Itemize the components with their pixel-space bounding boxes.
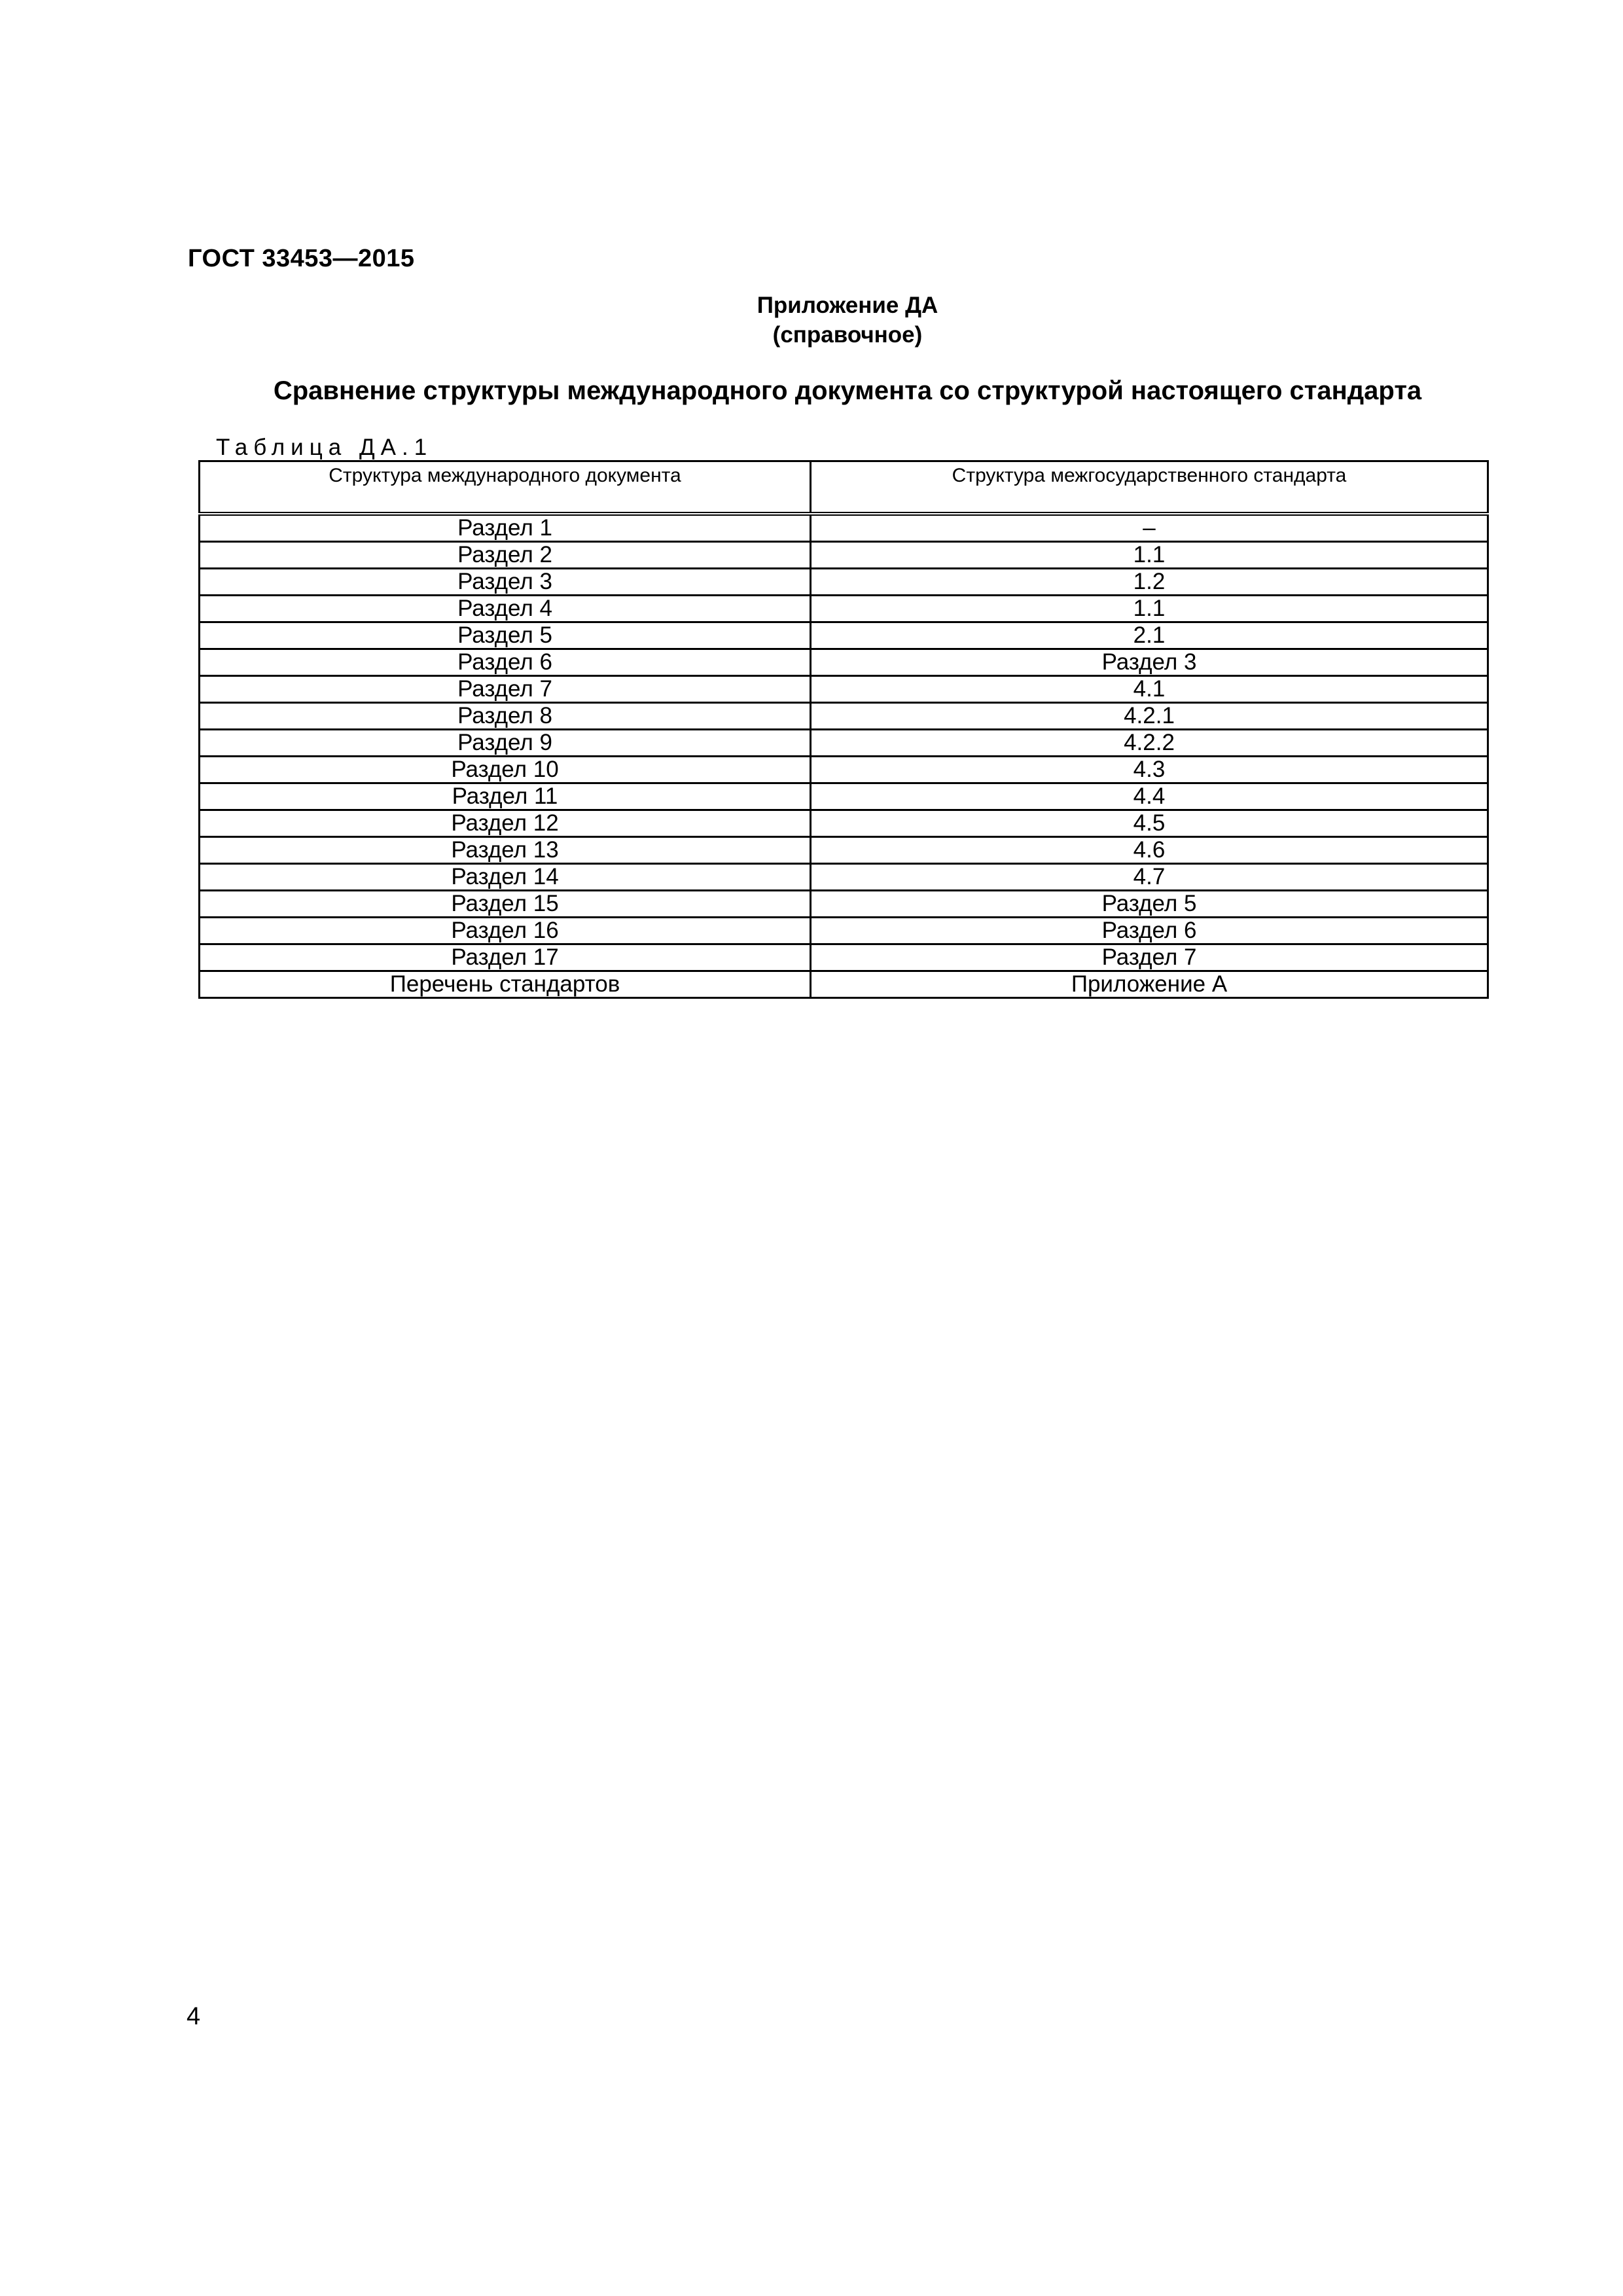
table-caption: Таблица ДА.1	[216, 435, 433, 460]
international-section-cell: Раздел 3	[200, 569, 811, 596]
table-row	[200, 514, 1488, 542]
table-row	[200, 918, 1488, 944]
interstate-section-cell: Раздел 6	[811, 918, 1488, 944]
international-section-cell: Раздел 10	[200, 757, 811, 783]
table-row	[200, 676, 1488, 703]
table-body	[200, 514, 1488, 998]
header-interstate-structure: Структура межгосударственного стандарта	[811, 461, 1488, 514]
interstate-section-cell: Раздел 5	[811, 891, 1488, 918]
international-section-cell: Раздел 17	[200, 944, 811, 971]
interstate-section-cell: 4.1	[811, 676, 1488, 703]
international-section-cell: Раздел 12	[200, 810, 811, 837]
international-section-cell: Раздел 7	[200, 676, 811, 703]
interstate-section-cell: 1.1	[811, 596, 1488, 622]
page-number: 4	[187, 2003, 201, 2030]
international-section-cell: Раздел 16	[200, 918, 811, 944]
international-section-cell: Раздел 9	[200, 730, 811, 757]
table-row	[200, 891, 1488, 918]
international-section-cell: Раздел 6	[200, 649, 811, 676]
table-row	[200, 649, 1488, 676]
table-row	[200, 783, 1488, 810]
header-international-structure: Структура международного документа	[200, 461, 811, 514]
interstate-section-cell: 1.1	[811, 542, 1488, 569]
table-row	[200, 622, 1488, 649]
interstate-section-cell: 4.3	[811, 757, 1488, 783]
appendix-title: Приложение ДА	[757, 293, 938, 318]
table-row	[200, 757, 1488, 783]
international-section-cell: Раздел 5	[200, 622, 811, 649]
interstate-section-cell: 4.7	[811, 864, 1488, 891]
table-row	[200, 703, 1488, 730]
document-code: ГОСТ 33453—2015	[188, 245, 415, 272]
international-section-cell: Раздел 14	[200, 864, 811, 891]
table-row	[200, 971, 1488, 998]
interstate-section-cell: –	[811, 514, 1488, 542]
international-section-cell: Раздел 8	[200, 703, 811, 730]
interstate-section-cell: 1.2	[811, 569, 1488, 596]
main-title: Сравнение структуры международного документа со структурой настоящего стандарта	[273, 376, 1422, 405]
international-section-cell: Раздел 11	[200, 783, 811, 810]
structure-comparison-table	[198, 460, 1489, 999]
interstate-section-cell: Приложение А	[811, 971, 1488, 998]
interstate-section-cell: 4.4	[811, 783, 1488, 810]
table-row	[200, 864, 1488, 891]
table-row	[200, 569, 1488, 596]
table-row	[200, 837, 1488, 864]
international-section-cell: Раздел 4	[200, 596, 811, 622]
international-section-cell: Раздел 1	[200, 514, 811, 542]
international-section-cell: Раздел 2	[200, 542, 811, 569]
interstate-section-cell: 4.6	[811, 837, 1488, 864]
table-row	[200, 810, 1488, 837]
table-row	[200, 944, 1488, 971]
table-row	[200, 730, 1488, 757]
international-section-cell: Раздел 15	[200, 891, 811, 918]
table-row	[200, 542, 1488, 569]
interstate-section-cell: 2.1	[811, 622, 1488, 649]
interstate-section-cell: Раздел 7	[811, 944, 1488, 971]
interstate-section-cell: Раздел 3	[811, 649, 1488, 676]
table-row	[200, 596, 1488, 622]
interstate-section-cell: 4.2.2	[811, 730, 1488, 757]
international-section-cell: Раздел 13	[200, 837, 811, 864]
interstate-section-cell: 4.2.1	[811, 703, 1488, 730]
appendix-type: (справочное)	[772, 322, 923, 348]
table-header-row	[200, 461, 1488, 514]
international-section-cell: Перечень стандартов	[200, 971, 811, 998]
interstate-section-cell: 4.5	[811, 810, 1488, 837]
